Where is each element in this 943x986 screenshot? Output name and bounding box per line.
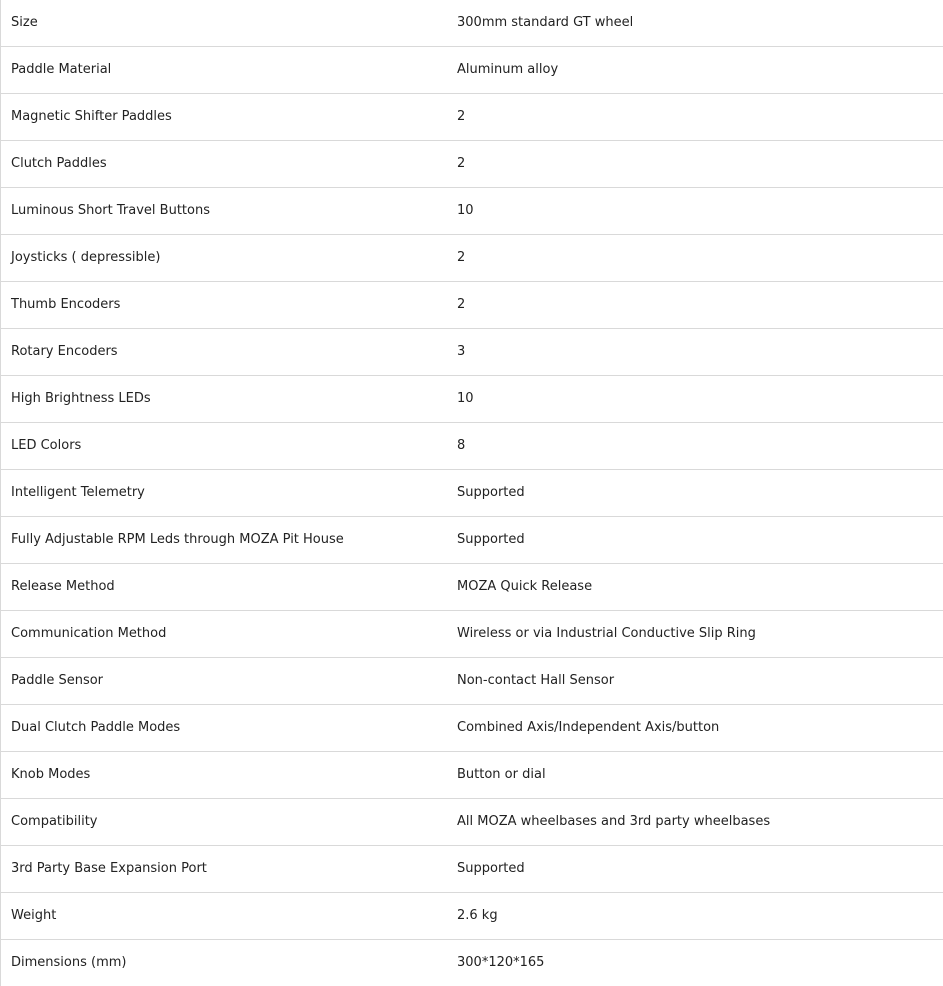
table-row <box>1 845 943 892</box>
spec-label: Thumb Encoders <box>1 281 458 328</box>
table-row <box>1 375 943 422</box>
table-row <box>1 46 943 93</box>
spec-value: 10 <box>457 375 943 422</box>
spec-value: 2 <box>457 140 943 187</box>
spec-label: Rotary Encoders <box>1 328 458 375</box>
spec-label: 3rd Party Base Expansion Port <box>1 845 458 892</box>
spec-label: Paddle Material <box>1 46 458 93</box>
spec-label: Fully Adjustable RPM Leds through MOZA Pit House <box>1 516 458 563</box>
spec-value: 2 <box>457 234 943 281</box>
table-row <box>1 422 943 469</box>
table-row <box>1 328 943 375</box>
table-row <box>1 704 943 751</box>
table-row <box>1 93 943 140</box>
spec-label: Magnetic Shifter Paddles <box>1 93 458 140</box>
spec-value: Button or dial <box>457 751 943 798</box>
spec-label: LED Colors <box>1 422 458 469</box>
table-row <box>1 140 943 187</box>
spec-label: Dimensions (mm) <box>1 939 458 986</box>
spec-label: High Brightness LEDs <box>1 375 458 422</box>
spec-label: Communication Method <box>1 610 458 657</box>
spec-value: Supported <box>457 516 943 563</box>
table-row <box>1 469 943 516</box>
spec-value: 300mm standard GT wheel <box>457 0 943 46</box>
table-row <box>1 751 943 798</box>
spec-table-body <box>1 0 943 986</box>
table-row <box>1 516 943 563</box>
spec-value: 8 <box>457 422 943 469</box>
spec-value: Combined Axis/Independent Axis/button <box>457 704 943 751</box>
table-row <box>1 187 943 234</box>
table-row <box>1 798 943 845</box>
spec-value: 300*120*165 <box>457 939 943 986</box>
table-row <box>1 657 943 704</box>
spec-value: Wireless or via Industrial Conductive Slip Ring <box>457 610 943 657</box>
spec-label: Joysticks ( depressible) <box>1 234 458 281</box>
spec-value: Supported <box>457 469 943 516</box>
spec-label: Size <box>1 0 458 46</box>
spec-value: Aluminum alloy <box>457 46 943 93</box>
spec-value: 2.6 kg <box>457 892 943 939</box>
spec-label: Release Method <box>1 563 458 610</box>
spec-label: Intelligent Telemetry <box>1 469 458 516</box>
spec-value: 2 <box>457 93 943 140</box>
table-row <box>1 234 943 281</box>
spec-label: Knob Modes <box>1 751 458 798</box>
spec-value: All MOZA wheelbases and 3rd party wheelbases <box>457 798 943 845</box>
table-row <box>1 281 943 328</box>
spec-value: 10 <box>457 187 943 234</box>
spec-value: Non-contact Hall Sensor <box>457 657 943 704</box>
spec-label: Weight <box>1 892 458 939</box>
table-row <box>1 610 943 657</box>
spec-label: Compatibility <box>1 798 458 845</box>
spec-label: Clutch Paddles <box>1 140 458 187</box>
table-row <box>1 563 943 610</box>
table-row <box>1 0 943 46</box>
spec-value: Supported <box>457 845 943 892</box>
spec-value: MOZA Quick Release <box>457 563 943 610</box>
spec-label: Dual Clutch Paddle Modes <box>1 704 458 751</box>
spec-value: 2 <box>457 281 943 328</box>
table-row <box>1 892 943 939</box>
table-row <box>1 939 943 986</box>
spec-label: Paddle Sensor <box>1 657 458 704</box>
spec-label: Luminous Short Travel Buttons <box>1 187 458 234</box>
spec-value: 3 <box>457 328 943 375</box>
